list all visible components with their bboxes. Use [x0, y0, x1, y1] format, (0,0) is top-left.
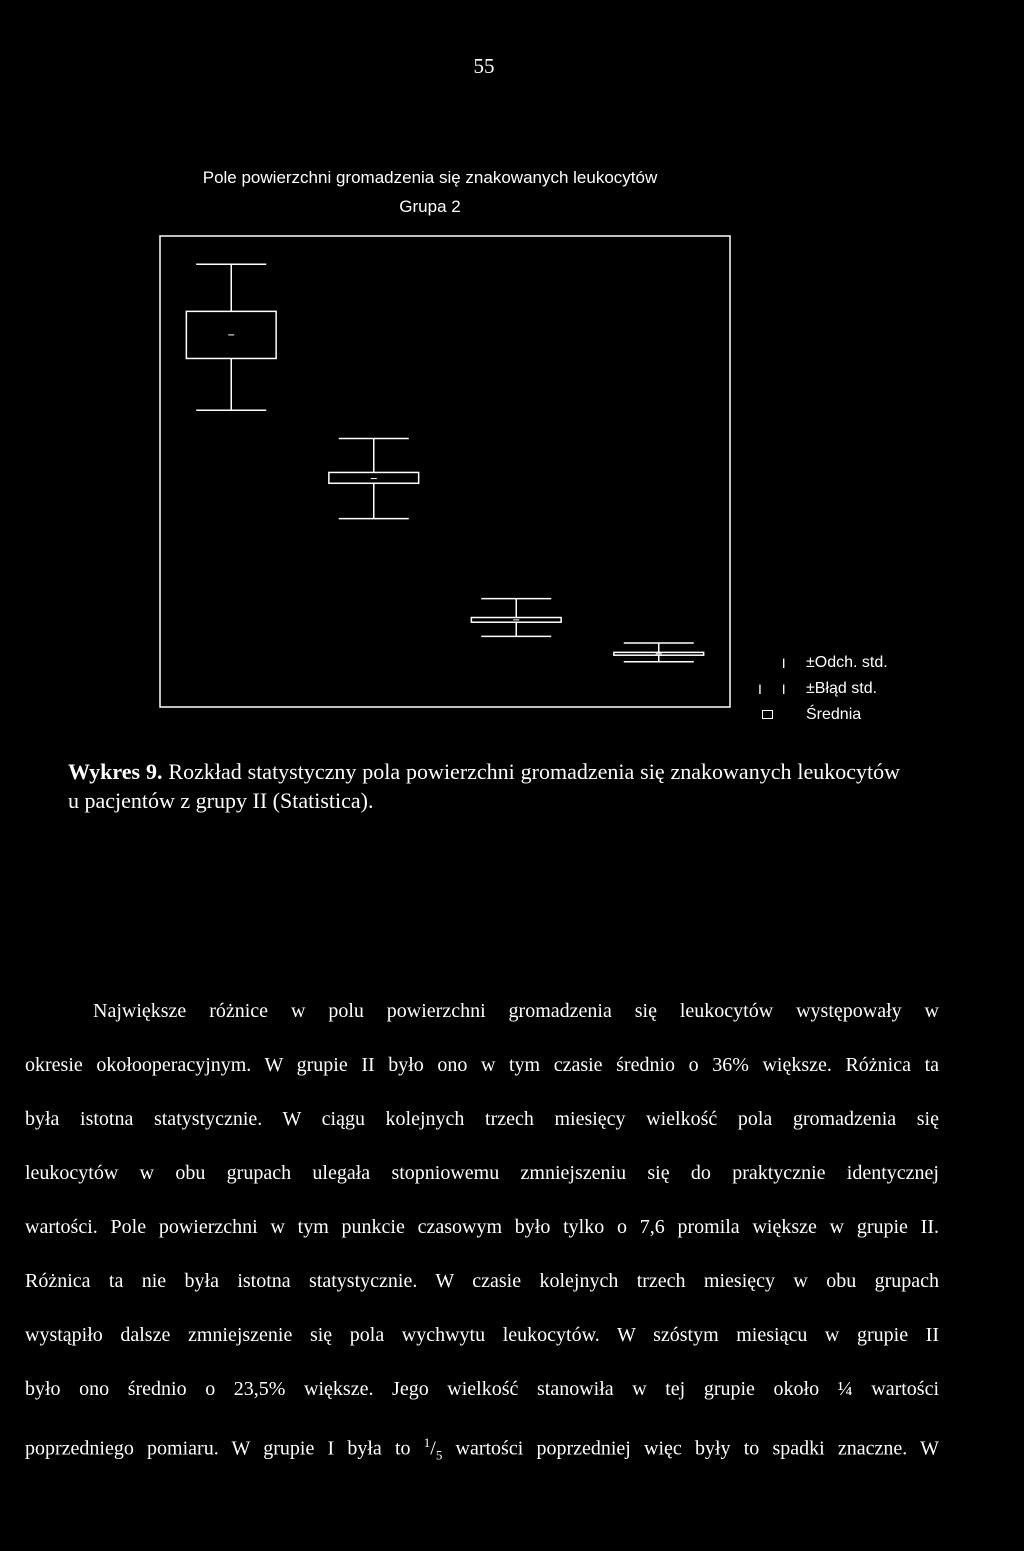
plot-area — [186, 264, 703, 662]
chart-title: Pole powierzchni gromadzenia się znakowanych leukocytów — [202, 168, 658, 187]
whisker-legend-icon: I — [758, 655, 794, 671]
legend-label-mean: Średnia — [806, 706, 862, 723]
text-line: Różnica ta nie była istotna statystycznie. W czasie kolejnych trzech miesięcy w obu grupach — [25, 1270, 939, 1292]
chart-subtitle: Grupa 2 — [399, 197, 461, 216]
box-legend-icon: I I — [758, 681, 794, 697]
text-segment: poprzedniego pomiaru. W grupie I była to — [25, 1437, 424, 1460]
text-line: było ono średnio o 23,5% większe. Jego wielkość stanowiła w tej grupie około ¼ wartości — [25, 1378, 939, 1400]
text-line: wystąpiło dalsze zmniejszenie się pola wychwytu leukocytów. W szóstym miesiącu w grupie II — [25, 1324, 939, 1346]
legend-label-sd: ±Odch. std. — [806, 654, 888, 671]
body-paragraph — [25, 984, 939, 1470]
caption-text: Rozkład statystyczny pola powierzchni gromadzenia się znakowanych leukocytów u pacjentów z grupy II (Statistica). — [68, 759, 900, 813]
plot-frame — [160, 236, 730, 707]
legend-item-sd — [758, 652, 978, 674]
text-line: okresie okołooperacyjnym. W grupie II było ono w tym czasie średnio o 36% większe. Różnica ta — [25, 1054, 939, 1076]
text-line-last: poprzedniego pomiaru. W grupie I była to $^1/_5$ wartości poprzedniej więc były to spadki znaczne. W — [25, 1435, 939, 1463]
page-number: 55 — [473, 54, 495, 78]
text-line: wartości. Pole powierzchni w tym punkcie czasowym było tylko o 7,6 promila większe w grupie II. — [25, 1216, 939, 1238]
legend-item-se — [758, 678, 978, 700]
square-legend-icon — [758, 704, 788, 726]
text-segment: wartości poprzedniej więc były to spadki znaczne. W — [442, 1437, 939, 1460]
legend-label-se: ±Błąd std. — [806, 680, 878, 697]
text-line: Największe różnice w polu powierzchni gromadzenia się leukocytów występowały w — [93, 1000, 939, 1022]
fraction-denominator: 5 — [435, 1447, 443, 1463]
box-plot-chart — [150, 225, 750, 715]
figure-caption — [68, 757, 900, 815]
text-line: była istotna statystycznie. W ciągu kolejnych trzech miesięcy wielkość pola gromadzenia się — [25, 1108, 939, 1130]
se-box — [329, 472, 419, 483]
legend-item-mean — [758, 704, 978, 726]
text-line: leukocytów w obu grupach ulegała stopniowemu zmniejszeniu się do praktycznie identycznej — [25, 1162, 939, 1184]
caption-label: Wykres 9. — [68, 759, 163, 784]
fraction-numerator: 1 — [423, 1435, 431, 1450]
